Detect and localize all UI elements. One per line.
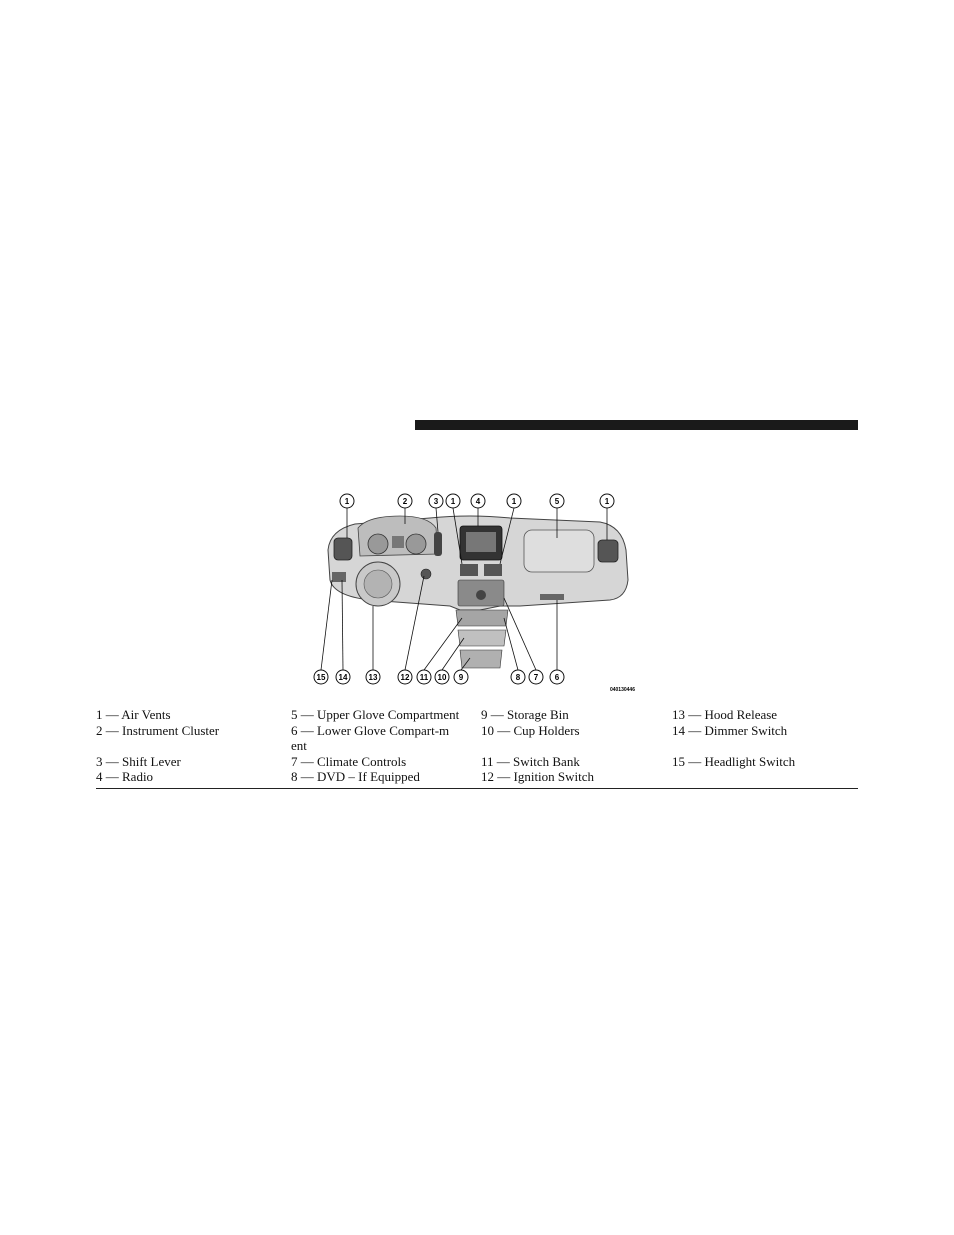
callout-top-3: 1 xyxy=(450,497,456,506)
left-air-vent-shape xyxy=(334,538,352,560)
right-air-vent-shape xyxy=(598,540,618,562)
legend-entry: 3 — Shift Lever xyxy=(96,753,181,769)
legend-entry: 14 — Dimmer Switch xyxy=(672,722,788,738)
callout-bottom-6: 9 xyxy=(458,673,464,682)
callout-bottom-5: 10 xyxy=(437,673,447,682)
legend-bottom-rule xyxy=(96,788,858,789)
callout-top-0: 1 xyxy=(344,497,350,506)
legend-entry: 7 — Climate Controls xyxy=(291,753,407,769)
legend-entry: 12 — Ignition Switch xyxy=(481,769,595,784)
legend-entry: 5 — Upper Glove Compartment xyxy=(291,707,460,722)
dashboard-illustration xyxy=(310,488,645,700)
legend-column-2 xyxy=(291,707,459,785)
legend-column-4 xyxy=(672,707,795,769)
legend-entry: 11 — Switch Bank xyxy=(481,753,580,769)
legend-entry: 8 — DVD – If Equipped xyxy=(291,769,420,784)
callout-bottom-7: 8 xyxy=(515,673,521,682)
legend-column-3 xyxy=(481,707,594,785)
callout-top-5: 1 xyxy=(511,497,517,506)
callout-bottom-2: 13 xyxy=(368,673,378,682)
legend-entry: 4 — Radio xyxy=(96,769,154,784)
section-header-bar xyxy=(415,420,858,430)
callout-top-7: 1 xyxy=(604,497,610,506)
callout-top-4: 4 xyxy=(475,497,481,506)
callout-bottom-8: 7 xyxy=(533,673,539,682)
callout-top-1: 2 xyxy=(402,497,408,506)
callout-top-2: 3 xyxy=(433,497,439,506)
callout-top-6: 5 xyxy=(554,497,560,506)
legend-entry: 2 — Instrument Cluster xyxy=(96,722,220,738)
callout-bottom-9: 6 xyxy=(554,673,560,682)
legend-entry: 15 — Headlight Switch xyxy=(672,753,796,769)
upper-glove-compartment-shape xyxy=(524,530,594,572)
legend-entry: 10 — Cup Holders xyxy=(481,722,580,738)
figure-code: 040130446 xyxy=(609,687,635,693)
callout-bottom-4: 11 xyxy=(419,673,429,682)
legend-entry: 6 — Lower Glove Compart-ment xyxy=(291,722,450,753)
legend-column-1 xyxy=(96,707,219,785)
callout-bottom-1: 14 xyxy=(338,673,348,682)
legend-entry: 9 — Storage Bin xyxy=(481,707,569,722)
callout-bottom-0: 15 xyxy=(316,673,326,682)
legend-entry: 1 — Air Vents xyxy=(96,707,171,722)
legend-entry: 13 — Hood Release xyxy=(672,707,778,722)
callout-bottom-3: 12 xyxy=(400,673,410,682)
